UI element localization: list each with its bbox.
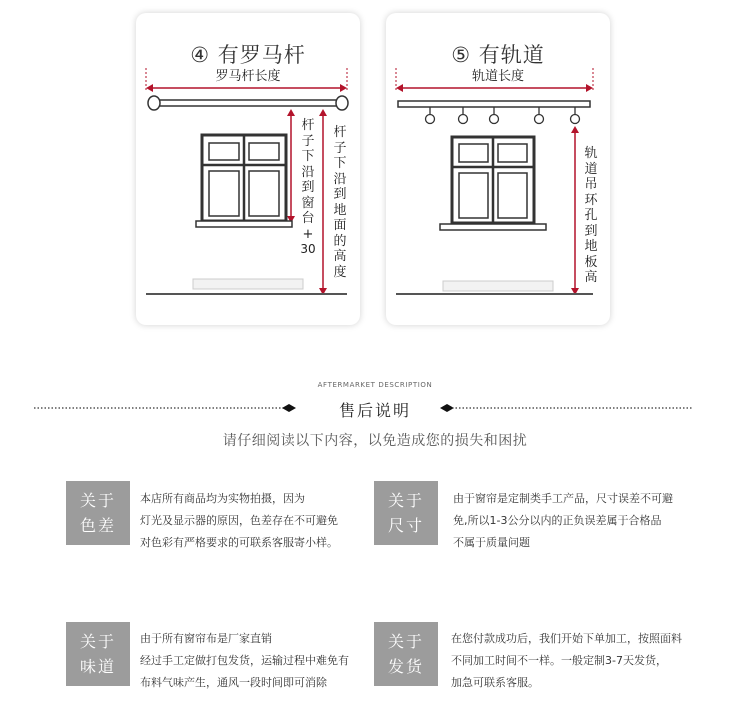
card-title: ④ 有罗马杆 — [190, 43, 306, 67]
arrow-up-icon — [571, 126, 579, 133]
aftermarket-subtitle: 请仔细阅读以下内容，以免造成您的损失和困扰 — [222, 433, 528, 449]
badge-shipping: 关于 发货 — [374, 622, 438, 686]
radiator — [443, 281, 553, 291]
arrow-right-icon — [340, 84, 347, 92]
notice-color-difference: 本店所有商品均为实物拍摄，因为 灯光及显示器的原因，色差存在不可避免 对色彩有严格要求的可联系客服寄小样。 — [140, 492, 338, 549]
notice-shipping: 在您付款成功后，我们开始下单加工，按照面料 不同加工时间不一样。一般定制3-7天发货， 加急可联系客服。 — [451, 632, 682, 689]
badge-color-difference: 关于 色差 — [66, 481, 130, 545]
card-title: ⑤ 有轨道 — [451, 43, 545, 67]
notice-size: 由于窗帘是定制类手工产品，尺寸误差不可避 免,所以1-3公分以内的正负误差属于合格品 不属于质量问题 — [453, 492, 673, 549]
aftermarket-en-title: AFTERMARKET DESCRIPTION — [317, 381, 433, 389]
curtain-track — [398, 101, 590, 107]
rod-finial-left — [148, 96, 160, 110]
badge-size: 关于 尺寸 — [374, 481, 438, 545]
rod-to-floor-label: 杆 子 下 沿 到 地 面 的 高 度 — [333, 125, 347, 280]
track-diagram — [386, 13, 610, 325]
window-sill — [196, 221, 292, 227]
arrow-right-icon — [586, 84, 593, 92]
roman-rod-card — [136, 13, 360, 325]
aftermarket-title: 售后说明 — [338, 401, 411, 420]
rod-to-sill-label: 杆 子 下 沿 到 窗 台 + 30 — [300, 118, 316, 256]
notice-smell: 由于所有窗帘布是厂家直销 经过手工定做打包发货，运输过程中难免有 布料气味产生，通风一段时间即可消除 — [140, 632, 349, 689]
track-hooks — [426, 107, 580, 124]
radiator — [193, 279, 303, 289]
roman-rod-diagram — [136, 13, 360, 325]
arrow-left-icon — [396, 84, 403, 92]
badge-smell: 关于 味道 — [66, 622, 130, 686]
track-card — [386, 13, 610, 325]
track-length-label: 轨道长度 — [471, 69, 524, 84]
window-sill — [440, 224, 546, 230]
rod-finial-right — [336, 96, 348, 110]
roman-rod — [156, 100, 340, 106]
hook-to-floor-label: 轨 道 吊 环 孔 到 地 板 高 — [584, 146, 598, 285]
rod-length-label: 罗马杆长度 — [215, 69, 281, 84]
arrow-up-icon — [319, 109, 327, 116]
arrow-up-icon — [287, 109, 295, 116]
arrow-left-icon — [146, 84, 153, 92]
